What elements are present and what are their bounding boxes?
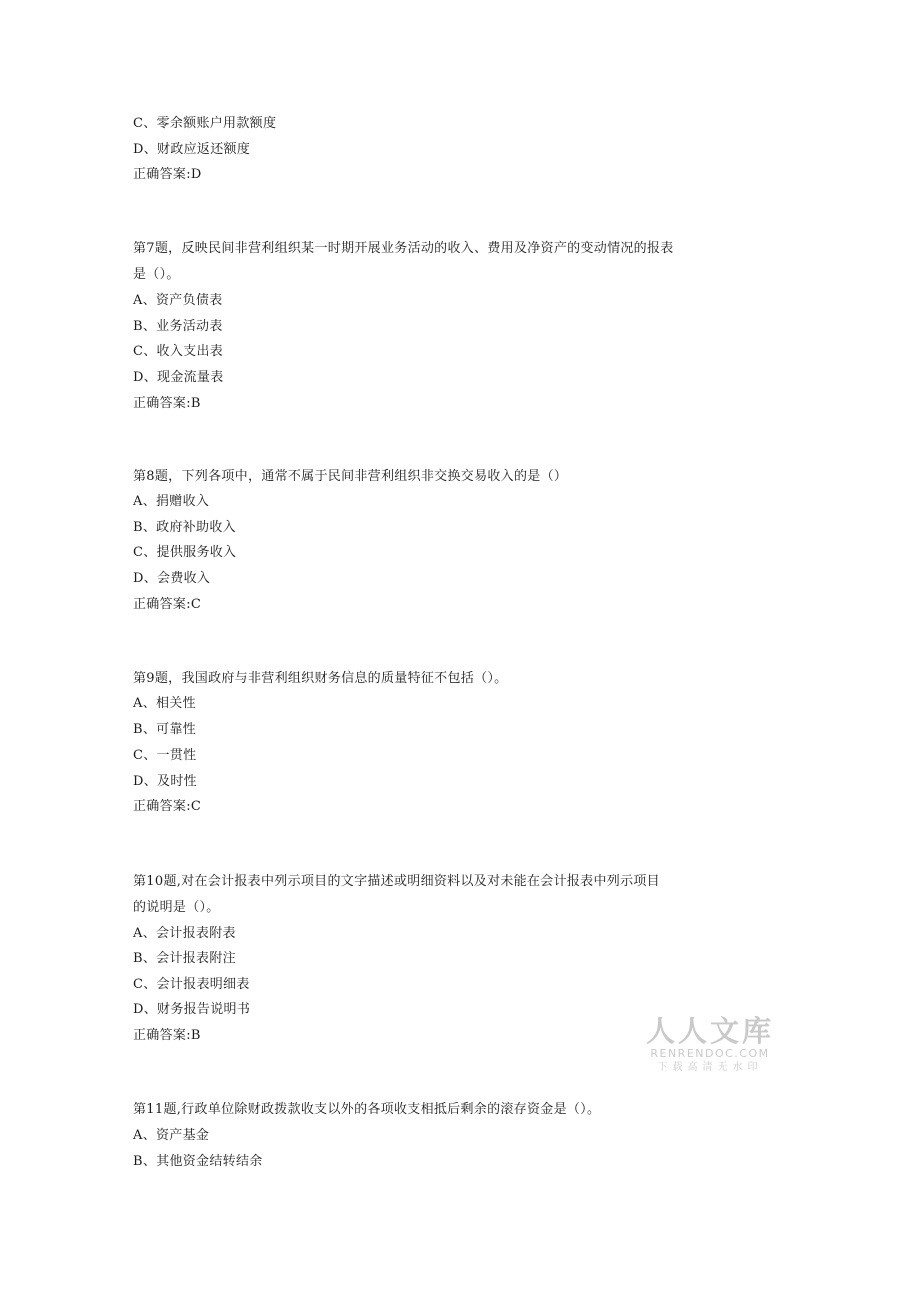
option-d: D、现金流量表 [133,370,224,385]
watermark-tagline: 下载高清无水印 [657,1062,763,1073]
question-10-text: 第10题,对在会计报表中列示项目的文字描述或明细资料以及对未能在会计报表中列示项目 [133,874,660,889]
option-a: A、相关性 [133,696,196,711]
option-a: A、会计报表附表 [133,926,236,941]
option-c: C、一贯性 [133,748,197,763]
option-c: C、收入支出表 [133,344,224,359]
question-11-text: 第11题,行政单位除财政拨款收支以外的各项收支相抵后剩余的滚存资金是（）。 [133,1102,601,1117]
watermark-site: RENRENDOC.COM [650,1047,770,1060]
question-9-text: 第9题，我国政府与非营利组织财务信息的质量特征不包括（）。 [133,671,508,686]
question-8-text: 第8题，下列各项中，通常不属于民间非营利组织非交换交易收入的是（） [133,469,568,484]
answer: 正确答案:B [133,396,201,411]
option-d: D、财务报告说明书 [133,1002,251,1017]
watermark-title: 人人文库 [645,1014,774,1048]
question-7-text: 第7题，反映民间非营利组织某一时期开展业务活动的收入、费用及净资产的变动情况的报表 [133,241,674,256]
option-d: D、及时性 [133,774,197,789]
option-d: D、会费收入 [133,571,211,586]
option-c: C、提供服务收入 [133,545,237,560]
question-7-text-cont: 是（）。 [133,267,180,282]
answer: 正确答案:D [133,167,202,182]
answer: 正确答案:B [133,1028,201,1043]
answer: 正确答案:C [133,597,202,612]
option-c: C、零余额账户用款额度 [133,116,277,131]
option-d: D、财政应返还额度 [133,142,251,157]
option-a: A、捐赠收入 [133,494,210,509]
option-a: A、资产基金 [133,1128,210,1143]
question-10-text-cont: 的说明是（）。 [133,900,220,915]
option-b: B、业务活动表 [133,319,223,334]
option-b: B、政府补助收入 [133,520,236,535]
option-b: B、其他资金结转结余 [133,1154,263,1169]
option-b: B、会计报表附注 [133,951,236,966]
option-c: C、会计报表明细表 [133,977,250,992]
answer: 正确答案:C [133,799,202,814]
option-a: A、资产负债表 [133,293,223,308]
watermark-logo [645,1015,775,1075]
option-b: B、可靠性 [133,722,197,737]
